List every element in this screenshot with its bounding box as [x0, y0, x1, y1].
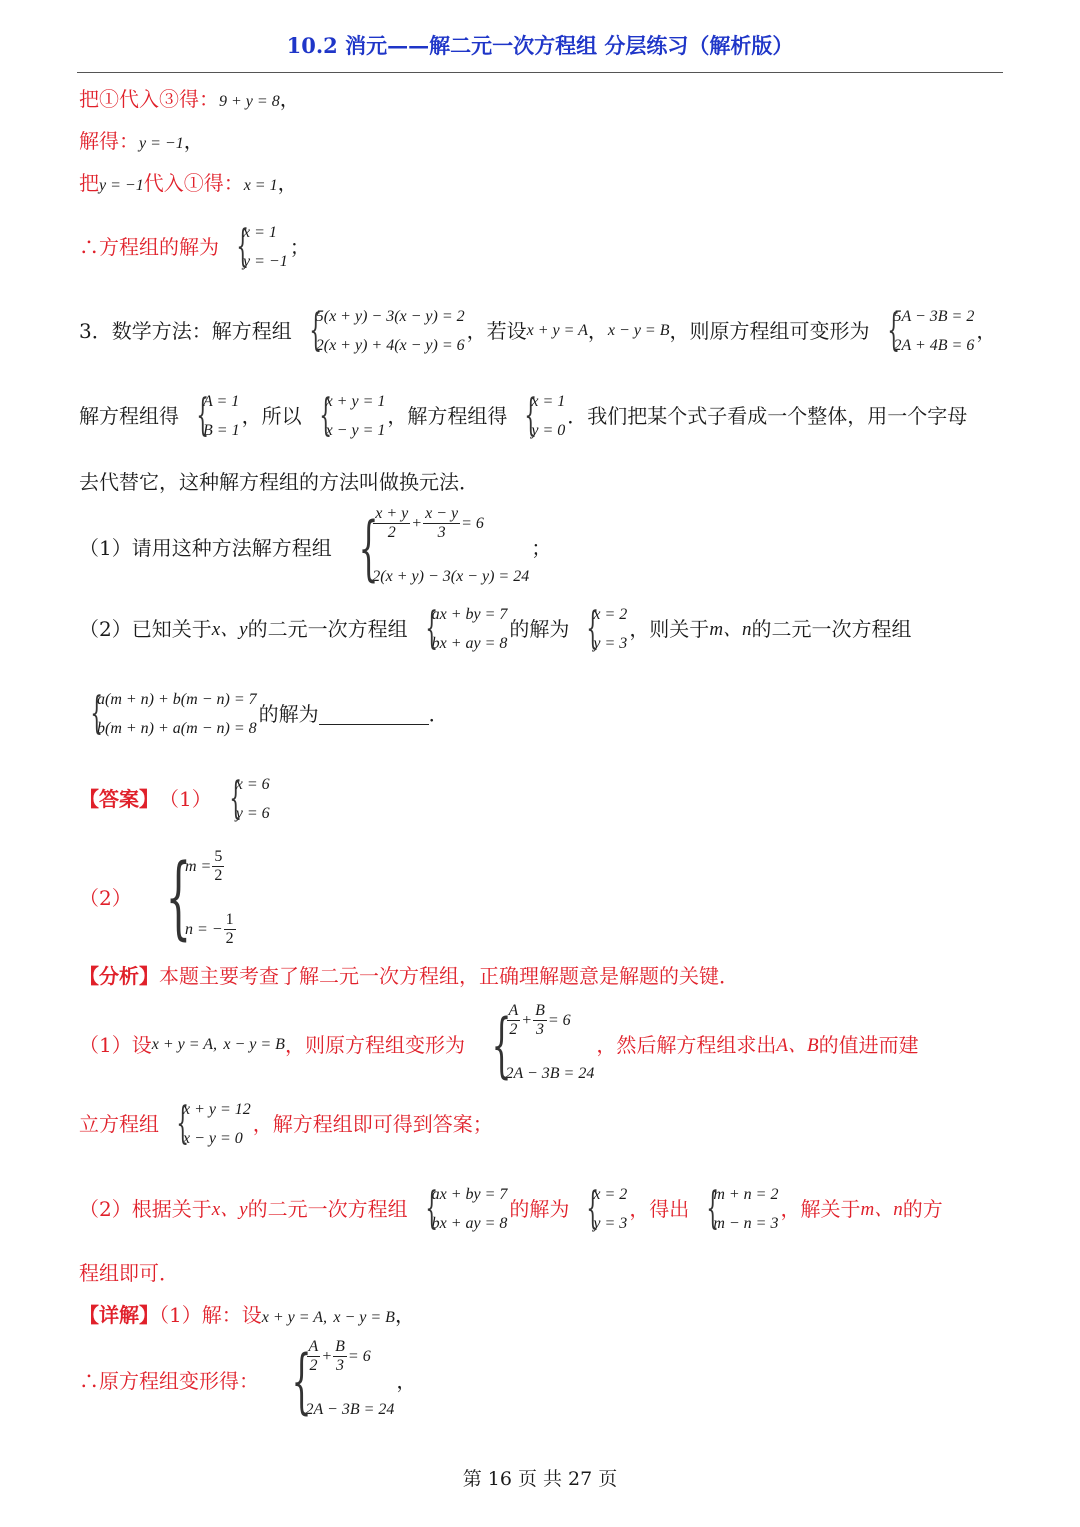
question-3: 3．数学方法：解方程组 { 5(x + y) − 3(x − y) = 2 2(x + y) + 4(x − y) = 6 ，若设 x + y = A ， x − y = B ，则原方程组可变形为 { 5A − 3B = 2 2A + 4B = 6 ， — [79, 302, 996, 360]
text: （1）请用这种方法解方程组 — [79, 536, 332, 560]
text: ，解关于 — [780, 1197, 861, 1221]
text: 本题主要考查了解二元一次方程组，正确理解题意是解题的关键． — [159, 964, 739, 988]
text: 的方 — [902, 1197, 943, 1221]
text: （1）设 — [79, 1033, 152, 1057]
equation-system: { x + y = 1 x − y = 1 — [318, 390, 386, 441]
equation-system: { $\frac{A}{2}$ + $\frac{B}{3}$ = 6 2A − 3B = 24 — [491, 1002, 595, 1086]
equation-system: { ax + by = 7 bx + ay = 8 — [425, 1183, 508, 1234]
equation-system: { x = 6 y = 6 — [229, 773, 270, 824]
text: ∴方程组的解为 — [79, 235, 219, 259]
line-substitute-y: 把y = −1代入①得：x = 1， — [79, 171, 298, 195]
text: 的二元一次方程组 — [247, 1197, 408, 1221]
text: ，得出 — [629, 1197, 690, 1221]
text: （1） — [159, 787, 212, 811]
line-solve: 解得：y = −1， — [79, 129, 204, 153]
text: 3．数学方法：解方程组 — [79, 319, 292, 343]
detail-line-2: ∴原方程组变形得： { $\frac{A}{2}$ + $\frac{B}{3}$ = 6 2A − 3B = 24 ， — [79, 1338, 417, 1422]
analysis-label: 【分析】 — [79, 964, 159, 988]
text: （2） — [79, 886, 132, 910]
text: ，则原方程组可变形为 — [669, 319, 870, 343]
text: 把 — [79, 171, 99, 195]
analysis-part-2 — [79, 1180, 943, 1238]
text: ．我们把某个式子看成一个整体，用一个字母 — [567, 404, 968, 428]
detail-label: 【详解】 — [79, 1303, 159, 1327]
text: 的二元一次方程组 — [751, 617, 912, 641]
question-3-line-3: 去代替它，这种解方程组的方法叫做换元法． — [79, 470, 479, 494]
math: 9 + y = 8 — [219, 93, 280, 110]
math: x + y = A, — [151, 1036, 218, 1053]
part-2 — [79, 600, 912, 658]
math: x − y = B — [607, 322, 670, 339]
equation-system: { x = 2 y = 3 — [586, 603, 628, 654]
text: ，则关于 — [629, 617, 710, 641]
line-substitute: 把①代入③得：9 + y = 8， — [79, 87, 300, 111]
text: ，解方程组得 — [387, 404, 508, 428]
text: 代入①得： — [143, 171, 244, 195]
line-solution: ∴方程组的解为 { x = 1 y = −1 ； — [79, 218, 310, 276]
equation-system: { m = $\frac{5}{2}$ n = − $\frac{1}{2}$ — [165, 845, 234, 950]
math: m、n — [860, 1198, 903, 1220]
text: ∴原方程组变形得： — [79, 1369, 259, 1393]
text: ，然后解方程组求出 — [596, 1033, 777, 1057]
text: 的值进而建 — [818, 1033, 919, 1057]
equation-system: { x + y = 12 x − y = 0 — [176, 1098, 251, 1149]
text: 解方程组得 — [79, 404, 179, 428]
analysis — [79, 966, 739, 986]
answer — [79, 770, 272, 828]
answer-label: 【答案】 — [79, 787, 159, 811]
math: x = 1 — [243, 177, 278, 194]
equation-system: { $\frac{A}{2}$ + $\frac{B}{3}$ = 6 2A − 3B = 24 — [291, 1338, 395, 1422]
math: y = −1 — [139, 135, 184, 152]
math: x、y — [211, 1198, 248, 1220]
text: （2）根据关于 — [79, 1197, 212, 1221]
equation-system: { x = 1 y = −1 — [236, 221, 288, 272]
math: x − y = B — [333, 1309, 395, 1326]
equation-system: { m + n = 2 m − n = 3 — [706, 1183, 779, 1234]
equation-system: { 5(x + y) − 3(x − y) = 2 2(x + y) + 4(x − y) = 6 — [309, 305, 465, 356]
equation-system: { A = 1 B = 1 — [196, 390, 240, 441]
math: x + y = A — [526, 322, 588, 339]
math: A、B — [776, 1034, 819, 1056]
header-rule — [77, 72, 1003, 73]
question-3-line-2 — [79, 387, 967, 445]
math: y = −1 — [99, 177, 144, 194]
page-footer: 第 16 页 共 27 页 — [462, 1468, 618, 1490]
equation-system: { 5A − 3B = 2 2A + 4B = 6 — [886, 305, 975, 356]
math: x、y — [211, 618, 248, 640]
equation-system: { a(m + n) + b(m − n) = 7 b(m + n) + a(m − n) = 8 — [90, 688, 257, 739]
analysis-part-1 — [79, 1002, 919, 1088]
analysis-part-2-line-2: 程组即可． — [79, 1261, 179, 1285]
text: 的二元一次方程组 — [247, 617, 408, 641]
text: 把①代入③得： — [79, 87, 219, 111]
text: 立方程组 — [79, 1112, 159, 1136]
part-2-line-2: { a(m + n) + b(m − n) = 7 b(m + n) + a(m − n) = 8 的解为 ． — [79, 685, 449, 743]
text: 的解为 — [258, 702, 319, 726]
equation-system: { x = 1 y = 0 — [524, 390, 566, 441]
equation-system: { x = 2 y = 3 — [586, 1183, 628, 1234]
text: ，则原方程组变形为 — [284, 1033, 465, 1057]
text: ，所以 — [241, 404, 302, 428]
text: ，解方程组即可得到答案； — [252, 1112, 493, 1136]
equation-system: { $\frac{x + y}{2}$ + $\frac{x - y}{3}$ = 6 2(x + y) − 3(x − y) = 24 — [358, 505, 530, 589]
math: x + y = A, — [261, 1309, 328, 1326]
math: x − y = B — [223, 1036, 285, 1053]
equation-system: { ax + by = 7 bx + ay = 8 — [425, 603, 508, 654]
math: m、n — [709, 618, 752, 640]
text: （2）已知关于 — [79, 617, 212, 641]
part-1: （1）请用这种方法解方程组 { $\frac{x + y}{2}$ + $\frac{x - y}{3}$ = 6 2(x + y) − 3(x − y) = 24 ； — [79, 505, 552, 589]
analysis-part-1-line-2 — [79, 1095, 493, 1153]
detail: 【详解】（1）解：设x + y = A, x − y = B， — [79, 1303, 415, 1327]
page-header-title: 10.2 消元——解二元一次方程组 分层练习（解析版） — [286, 33, 794, 58]
text: 的解为 — [509, 617, 570, 641]
text: 的解为 — [509, 1197, 570, 1221]
answer-part-2 — [79, 845, 239, 950]
text: 解得： — [79, 129, 139, 153]
text: （1）解：设 — [159, 1303, 262, 1327]
answer-blank[interactable] — [319, 704, 429, 725]
text: ，若设 — [466, 319, 527, 343]
